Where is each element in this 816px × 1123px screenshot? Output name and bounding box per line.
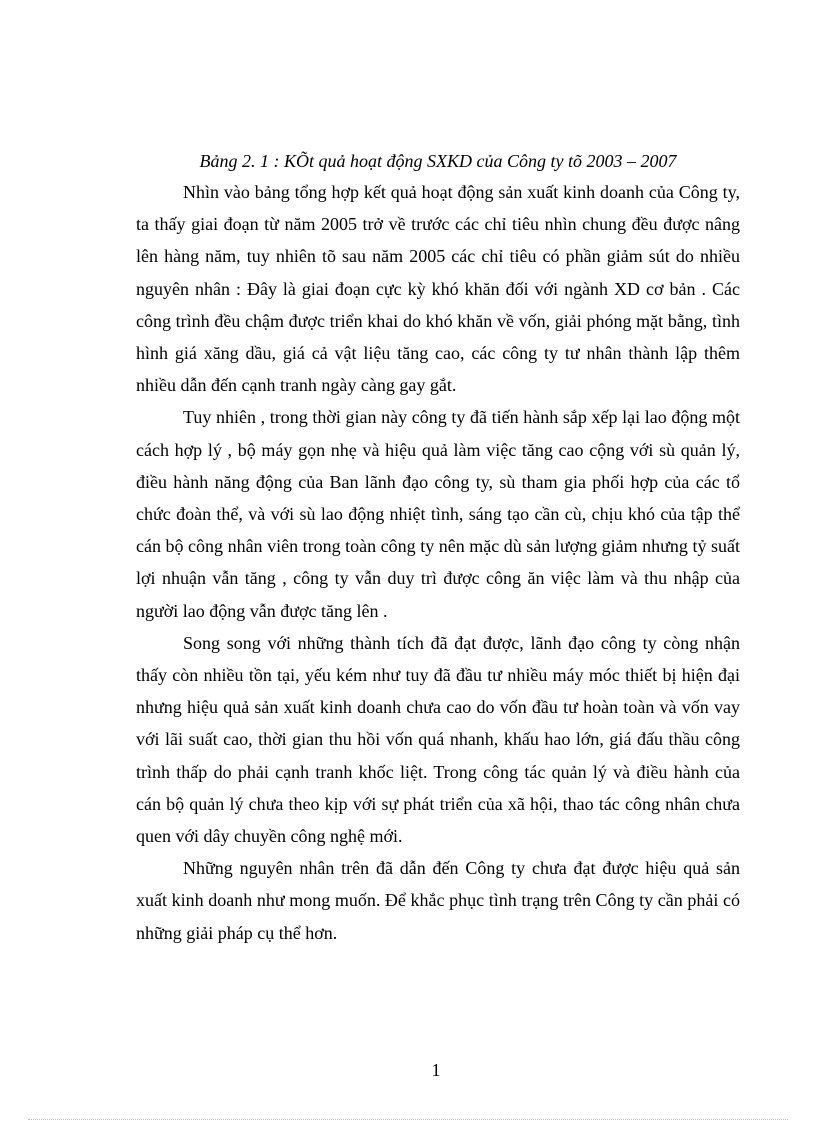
paragraph-2: Tuy nhiên , trong thời gian này công ty đã tiến hành sắp xếp lại lao động một cách hợp lý , bộ máy gọn nhẹ và hiệu quả làm việc tăng cao cộng với sù quản lý, điều hành năng động của Ban lãnh đạo công ty, sù tham gia phối hợp của các tổ chức đoàn thể, và với sù lao động nhiệt tình, sáng tạo cần cù, chịu khó của tập thể cán bộ công nhân viên trong toàn công ty nên mặc dù sản lượng giảm nhưng tỷ suất lợi nhuận vẫn tăng , công ty vẫn duy trì được công ăn việc làm và thu nhập của người lao động vẫn được tăng lên . <box>136 407 740 621</box>
body-text <box>136 176 740 949</box>
page-bottom-border <box>28 1119 788 1120</box>
paragraph-1: Nhìn vào bảng tổng hợp kết quả hoạt động sản xuất kinh doanh của Công ty, ta thấy giai đoạn từ năm 2005 trở về trước các chỉ tiêu nhìn chung đều được nâng lên hàng năm, tuy nhiên tõ sau năm 2005 các chỉ tiêu có phần giảm sút do nhiều nguyên nhân : Đây là giai đoạn cực kỳ khó khăn đối với ngành XD cơ bản . Các công trình đều chậm được triển khai do khó khăn về vốn, giải phóng mặt bằng, tình hình giá xăng dầu, giá cả vật liệu tăng cao, các công ty tư nhân thành lập thêm nhiều dẫn đến cạnh tranh ngày càng gay gắt. <box>136 182 740 396</box>
paragraph-3: Song song với những thành tích đã đạt được, lãnh đạo công ty còng nhận thấy còn nhiều tồn tại, yếu kém như tuy đã đầu tư nhiều máy móc thiết bị hiện đại nhưng hiệu quả sản xuất kinh doanh chưa cao do vốn đầu tư hoàn toàn và vốn vay với lãi suất cao, thời gian thu hồi vốn quá nhanh, khấu hao lớn, giá đấu thầu công trình thấp do phải cạnh tranh khốc liệt. Trong công tác quản lý và điều hành của cán bộ quản lý chưa theo kịp với sự phát triển của xã hội, thao tác công nhân chưa quen với dây chuyền công nghệ mới. <box>136 632 740 847</box>
page-number: 1 <box>431 1060 441 1080</box>
table-caption: Bảng 2. 1 : KÕt quả hoạt động SXKD của Công ty tõ 2003 – 2007 <box>199 151 677 171</box>
paragraph-4: Những nguyên nhân trên đã dẫn đến Công ty chưa đạt được hiệu quả sản xuất kinh doanh như mong muốn. Để khắc phục tình trạng trên Công ty cần phải có những giải pháp cụ thể hơn. <box>136 858 740 943</box>
